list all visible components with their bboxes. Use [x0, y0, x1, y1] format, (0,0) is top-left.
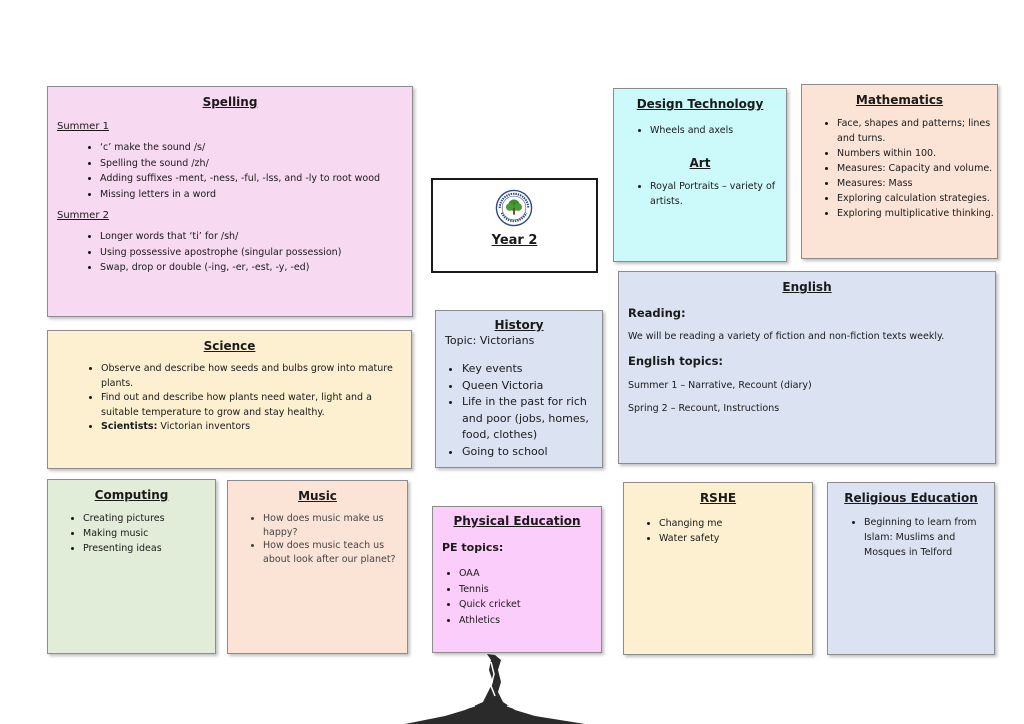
list-item: • Using possessive apostrophe (singular possession): [100, 245, 412, 261]
list-item: • Find out and describe how plants need water, light and a suitable temperature to grow and stay healthy.: [101, 391, 411, 420]
list-item: • Measures: Mass: [837, 176, 997, 191]
design-technology-title: Design Technology: [636, 97, 764, 111]
spelling-panel: [47, 86, 413, 317]
tree-silhouette-icon: [395, 652, 595, 724]
scientists-label: Scientists:: [101, 421, 158, 432]
mathematics-title: Mathematics: [855, 93, 944, 107]
list-item: • Exploring multiplicative thinking.: [837, 206, 997, 221]
computing-panel: [47, 479, 216, 654]
list-item: • Missing letters in a word: [100, 187, 412, 203]
english-panel: [618, 271, 996, 464]
summer2-label: Summer 2: [57, 210, 109, 221]
list-item: • Beginning to learn from Islam: Muslims and Mosques in Telford: [864, 515, 986, 560]
history-panel: [435, 310, 603, 468]
science-panel: [47, 330, 412, 469]
list-item: • Adding suffixes -ment, -ness, -ful, -lss, and -ly to root wood: [100, 171, 412, 187]
rshe-title: RSHE: [699, 491, 737, 505]
list-item: • Changing me: [659, 516, 812, 531]
english-topic-line: Summer 1 – Narrative, Recount (diary): [628, 380, 812, 391]
spelling-title: Spelling: [202, 95, 258, 109]
list-item: • Longer words that ‘ti’ for /sh/: [100, 229, 412, 245]
history-title: History: [494, 318, 544, 332]
history-topic: Topic: Victorians: [445, 334, 535, 347]
list-item: • Swap, drop or double (-ing, -er, -est, -y, -ed): [100, 260, 412, 276]
rshe-panel: [623, 482, 813, 655]
list-item: • ‘c’ make the sound /s/: [100, 140, 412, 156]
list-item: • Athletics: [459, 613, 601, 629]
list-item: • Water safety: [659, 531, 812, 546]
list-item: • Measures: Capacity and volume.: [837, 161, 997, 176]
list-item: • Key events: [462, 361, 602, 378]
english-topic-line: Spring 2 – Recount, Instructions: [628, 403, 780, 414]
list-item: • Spelling the sound /zh/: [100, 156, 412, 172]
list-item: • Queen Victoria: [462, 378, 602, 395]
list-item: • Observe and describe how seeds and bulbs grow into mature plants.: [101, 362, 411, 391]
list-item: • Royal Portraits – variety of artists.: [650, 179, 786, 210]
list-item: • Exploring calculation strategies.: [837, 191, 997, 206]
list-item: • Quick cricket: [459, 597, 601, 613]
list-item: • Face, shapes and patterns; lines and turns.: [837, 116, 997, 146]
list-item: • Tennis: [459, 582, 601, 598]
reading-heading: Reading:: [628, 306, 686, 320]
list-item: • How does music make us happy?: [263, 512, 407, 539]
list-item: • Numbers within 100.: [837, 146, 997, 161]
religious-education-title: Religious Education: [844, 491, 978, 505]
design-technology-panel: [613, 88, 787, 262]
year-title: Year 2: [491, 233, 538, 248]
year-card: [431, 178, 598, 273]
list-item: • Life in the past for rich and poor (jobs, homes, food, clothes): [462, 394, 602, 444]
computing-title: Computing: [94, 488, 169, 502]
list-item: • Going to school: [462, 444, 602, 461]
list-item: • OAA: [459, 566, 601, 582]
religious-education-panel: [827, 482, 995, 655]
physical-education-panel: [432, 506, 602, 653]
list-item: • How does music teach us about look after our planet?: [263, 539, 407, 566]
list-item: • Creating pictures: [83, 511, 215, 526]
art-title: Art: [689, 155, 711, 170]
summer1-label: Summer 1: [57, 121, 109, 132]
music-title: Music: [298, 489, 337, 503]
list-item: • Wheels and axels: [650, 123, 786, 139]
science-title: Science: [203, 339, 256, 353]
list-item: • Presenting ideas: [83, 541, 215, 556]
school-logo-icon: [495, 189, 533, 227]
list-item: [101, 420, 411, 435]
music-panel: [227, 480, 408, 654]
english-topics-heading: English topics:: [628, 354, 724, 368]
english-title: English: [782, 280, 832, 294]
mathematics-panel: [801, 84, 998, 259]
physical-education-title: Physical Education: [453, 514, 581, 528]
scientists-value: Victorian inventors: [157, 421, 251, 432]
pe-topics-heading: PE topics:: [442, 541, 504, 554]
list-item: • Making music: [83, 526, 215, 541]
reading-text: We will be reading a variety of fiction and non-fiction texts weekly.: [628, 331, 945, 342]
